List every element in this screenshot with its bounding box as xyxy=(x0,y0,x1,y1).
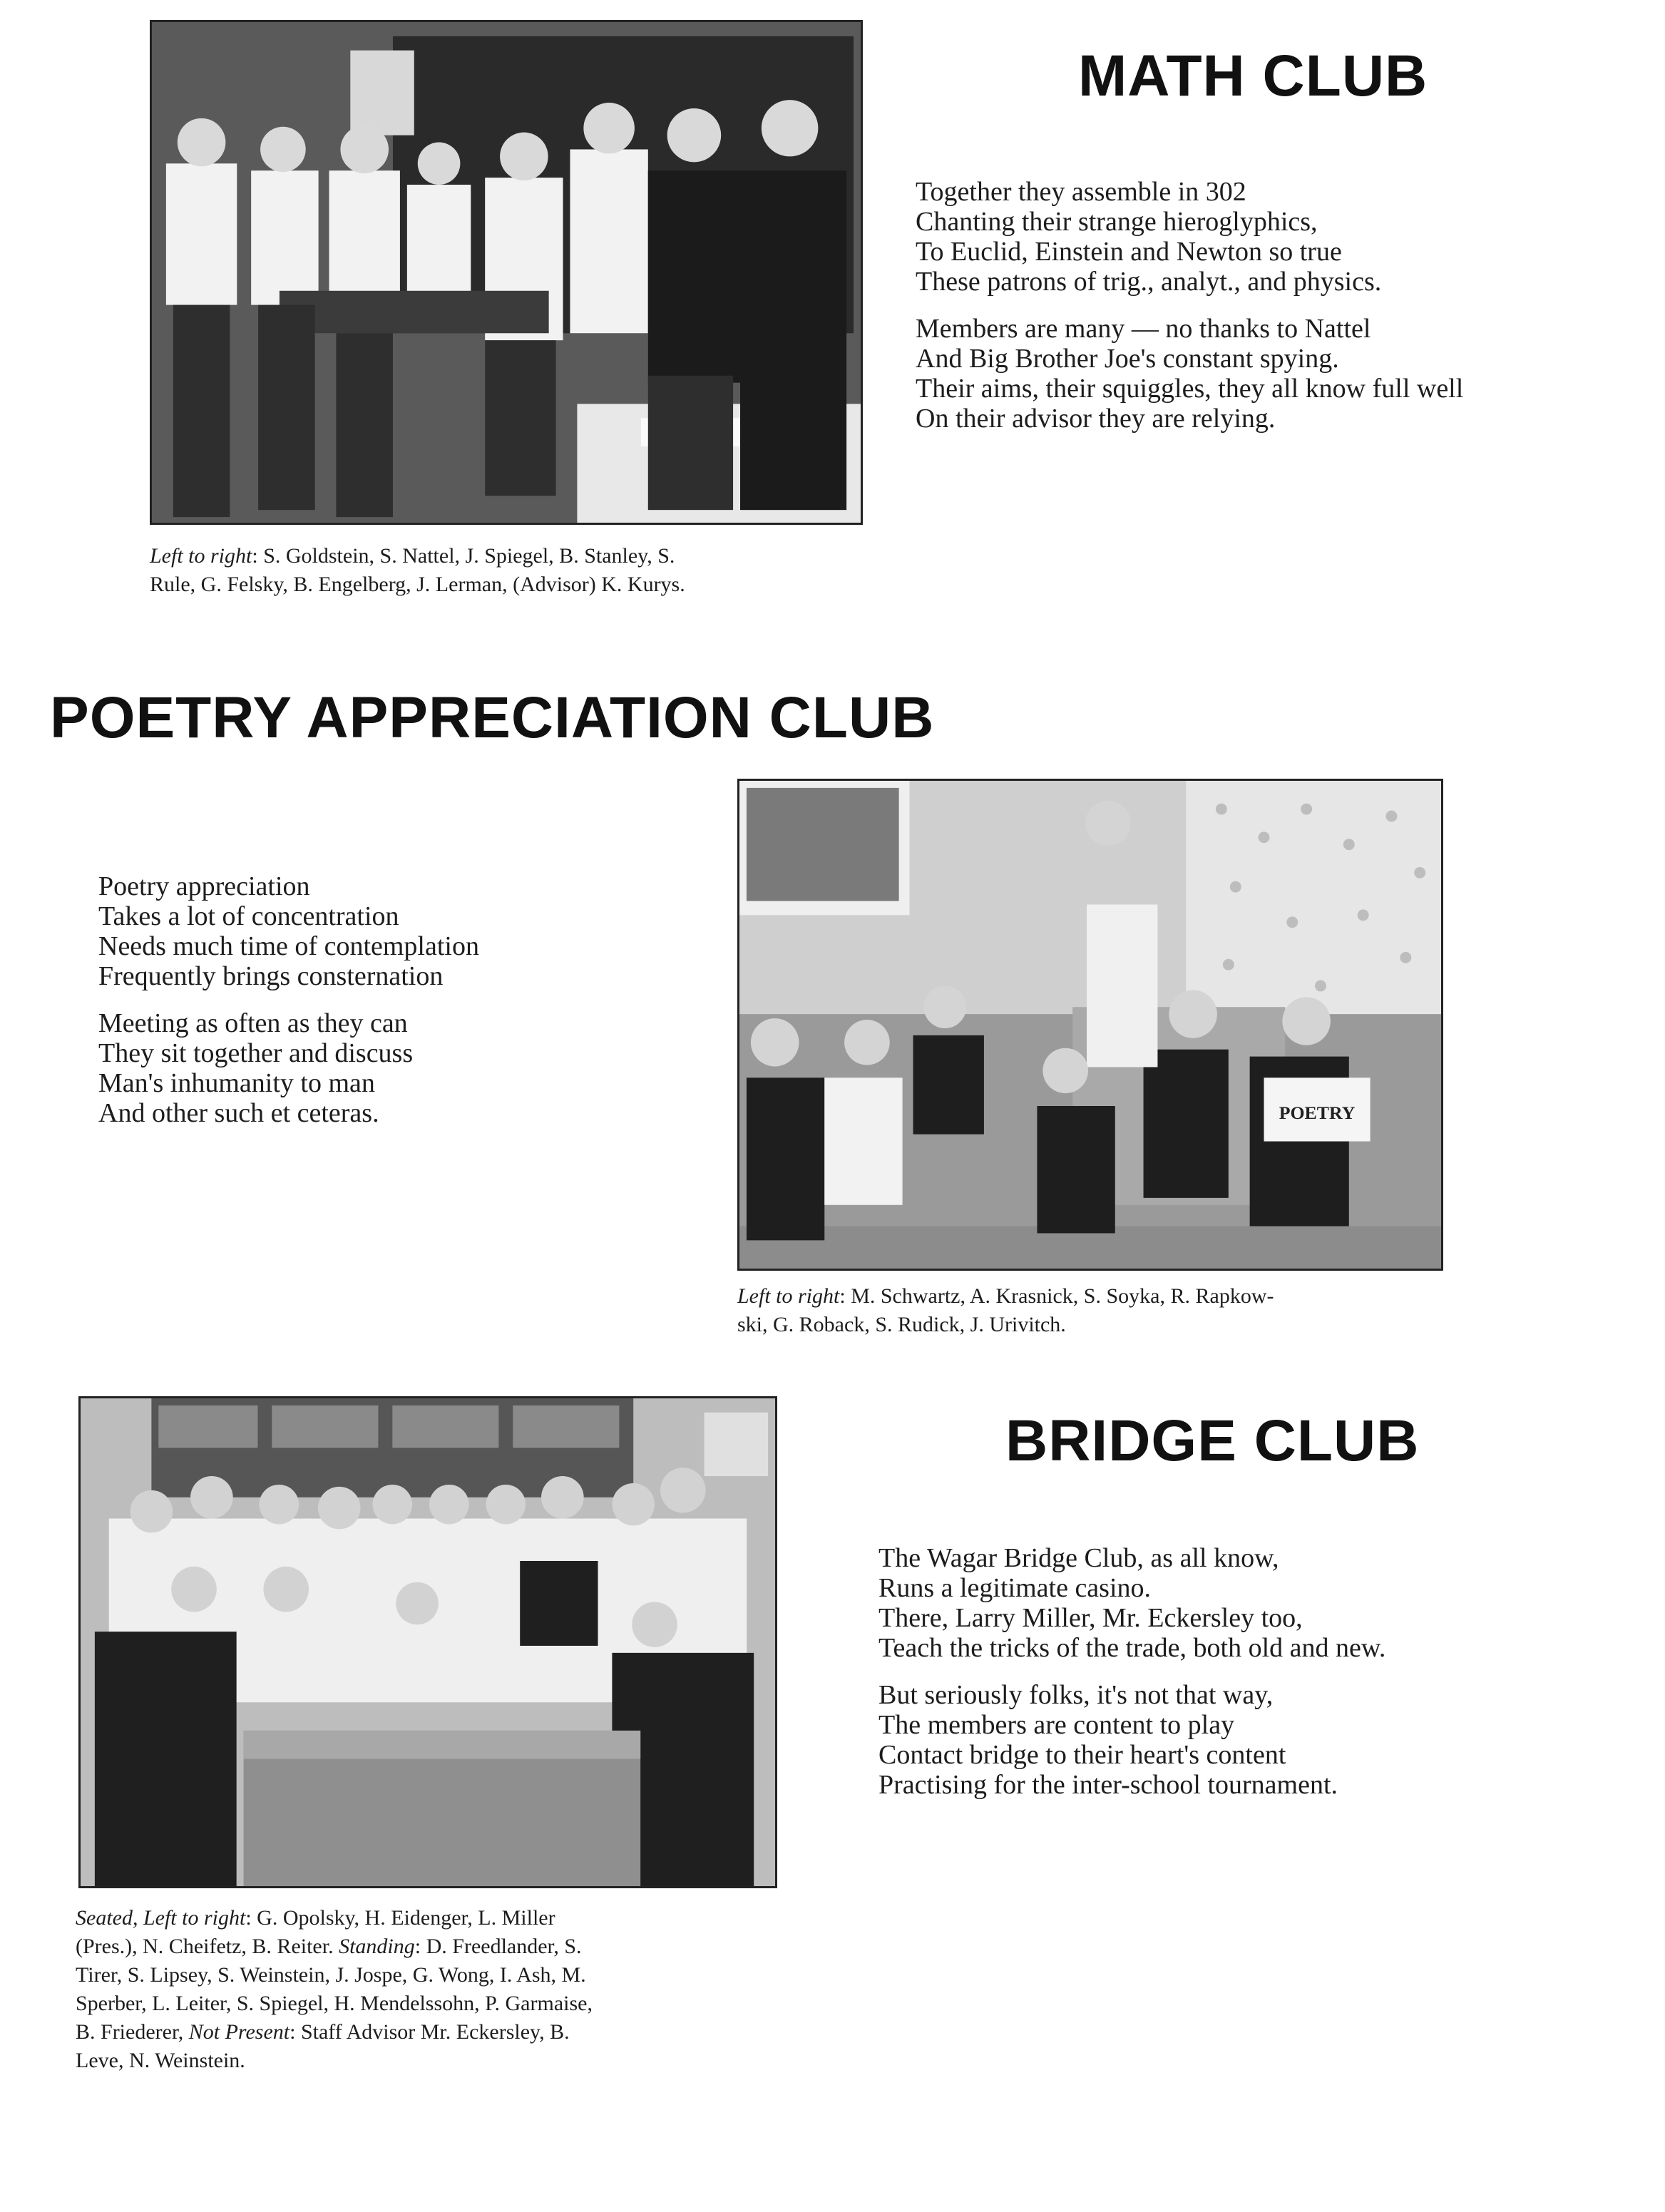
math-club-poem xyxy=(916,177,1463,451)
poem-line: Meeting as often as they can xyxy=(98,1008,408,1038)
poem-line: The members are content to play xyxy=(878,1710,1235,1740)
poem-line: Members are many — no thanks to Nattel xyxy=(916,314,1371,344)
caption-label: Left to right xyxy=(150,544,252,568)
poetry-club-photo xyxy=(737,779,1443,1271)
bridge-club-title: BRIDGE CLUB xyxy=(1005,1408,1420,1473)
poem-line: They sit together and discuss xyxy=(98,1038,414,1068)
math-club-photo xyxy=(150,20,863,525)
poem-line: Needs much time of contemplation xyxy=(98,931,479,961)
bridge-club-poem xyxy=(878,1543,1385,1817)
math-club-caption xyxy=(150,542,870,599)
poetry-club-poem xyxy=(98,871,479,1145)
poem-line: Runs a legitimate casino. xyxy=(878,1573,1152,1603)
caption-text: (Pres.), N. Cheifetz, B. Reiter. xyxy=(76,1935,339,1958)
bridge-club-photo xyxy=(78,1396,777,1888)
caption-text: B. Friederer, xyxy=(76,2020,189,2044)
poem-stanza xyxy=(916,314,1463,434)
poem-line: To Euclid, Einstein and Newton so true xyxy=(916,237,1342,267)
poem-line: Their aims, their squiggles, they all know full well xyxy=(916,374,1464,404)
poem-line: Frequently brings consternation xyxy=(98,961,444,991)
caption-text: Sperber, L. Leiter, S. Spiegel, H. Mendelssohn, P. Garmaise, xyxy=(76,1992,593,2015)
poem-stanza xyxy=(98,1008,479,1128)
poem-line: These patrons of trig., analyt., and physics. xyxy=(916,267,1382,297)
poem-line: Takes a lot of concentration xyxy=(98,901,399,931)
poem-line: And Big Brother Joe's constant spying. xyxy=(916,344,1339,374)
caption-text: ski, G. Roback, S. Rudick, J. Urivitch. xyxy=(737,1313,1066,1336)
caption-text: : Staff Advisor Mr. Eckersley, B. xyxy=(290,2020,570,2044)
caption-label: Left to right xyxy=(737,1284,840,1308)
poetry-club-title: POETRY APPRECIATION CLUB xyxy=(50,685,935,750)
caption-label: Not Present xyxy=(188,2020,290,2044)
poem-line: And other such et ceteras. xyxy=(98,1098,379,1128)
poetry-club-caption xyxy=(737,1282,1450,1339)
caption-text: : D. Freedlander, S. xyxy=(414,1935,582,1958)
poem-line: On their advisor they are relying. xyxy=(916,404,1276,434)
caption-label: Seated, Left to right xyxy=(76,1906,246,1930)
math-club-title: MATH CLUB xyxy=(1078,43,1428,108)
caption-text: : M. Schwartz, A. Krasnick, S. Soyka, R. Rapkow- xyxy=(839,1284,1274,1308)
poem-stanza xyxy=(916,177,1463,297)
poem-line: Teach the tricks of the trade, both old and new. xyxy=(878,1633,1386,1663)
poem-line: Man's inhumanity to man xyxy=(98,1068,375,1098)
book-title-text: POETRY xyxy=(1279,1102,1356,1123)
poem-line: Practising for the inter-school tournament. xyxy=(878,1770,1338,1800)
caption-text: Tirer, S. Lipsey, S. Weinstein, J. Jospe, G. Wong, I. Ash, M. xyxy=(76,1963,586,1987)
poem-stanza xyxy=(98,871,479,991)
poem-line: Contact bridge to their heart's content xyxy=(878,1740,1286,1770)
poem-line: Poetry appreciation xyxy=(98,871,310,901)
poem-line: Together they assemble in 302 xyxy=(916,177,1246,207)
poem-line: But seriously folks, it's not that way, xyxy=(878,1680,1274,1710)
caption-text: : S. Goldstein, S. Nattel, J. Spiegel, B. Stanley, S. xyxy=(252,544,675,568)
poem-stanza xyxy=(878,1680,1385,1800)
caption-text: Rule, G. Felsky, B. Engelberg, J. Lerman, (Advisor) K. Kurys. xyxy=(150,573,685,596)
poem-line: The Wagar Bridge Club, as all know, xyxy=(878,1543,1279,1573)
bridge-club-caption xyxy=(76,1904,789,2075)
poem-line: Chanting their strange hieroglyphics, xyxy=(916,207,1318,237)
caption-text: Leve, N. Weinstein. xyxy=(76,2049,245,2072)
poem-line: There, Larry Miller, Mr. Eckersley too, xyxy=(878,1603,1303,1633)
caption-label: Standing xyxy=(339,1935,415,1958)
poem-stanza xyxy=(878,1543,1385,1663)
caption-text: : G. Opolsky, H. Eidenger, L. Miller xyxy=(245,1906,555,1930)
